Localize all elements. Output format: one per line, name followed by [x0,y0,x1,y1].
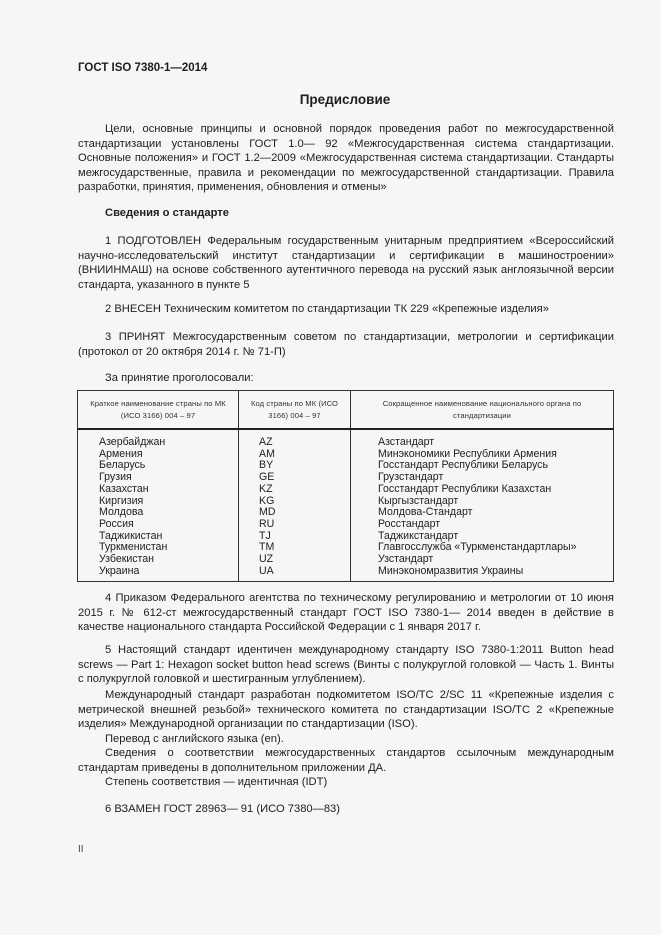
country-cell: Узбекистан [99,553,155,566]
body-cell: Главгосслужба «Туркменстандартлары» [378,541,577,554]
item-2-text: 2 ВНЕСЕН Техническим комитетом по стандартизации ТК 229 «Крепежные изделия» [105,303,549,315]
document-code: ГОСТ ISO 7380-1—2014 [78,62,208,74]
code-cell: AZ [259,436,273,448]
item-3-text: 3 ПРИНЯТ Межгосударственным советом по стандартизации, метрологии и сертификации (протокол от 20 октября 2014 г. № 71-П) [78,331,614,358]
item-2-paragraph [78,302,614,317]
country-cell: Туркменистан [99,541,168,554]
code-cell: KG [259,494,275,507]
body-cell: Росстандарт [378,517,441,530]
page-title: Предисловие [299,92,391,107]
votes-label-paragraph [78,371,614,386]
country-cell: Россия [99,517,134,530]
page-number: II [78,844,84,855]
body-cell: Узстандарт [378,553,434,566]
column-header-body: Сокращенное наименование национального органа по стандартизации [351,391,614,430]
code-cell: RU [259,517,275,530]
item-4-paragraph [78,591,614,635]
country-cell: Грузия [99,471,132,484]
code-cell: TJ [259,529,271,542]
country-cell: Украина [99,564,140,577]
country-cell: Армения [99,447,143,460]
item-5-sub1-text: Международный стандарт разработан подкомитетом ISO/TC 2/SC 11 «Крепежные изделия с метрической внешней резьбой» технического комитета по стандартизации ISO/TC 2 «Крепежные изделия» Международной организации по стандартизации (ISO). [78,689,614,731]
code-cell: UA [259,564,274,577]
body-cell: Молдова-Стандарт [378,506,473,519]
body-cell: Госстандарт Республики Беларусь [378,459,548,472]
code-cell: BY [259,459,274,472]
body-cell: Кыргызстандарт [378,494,459,507]
country-cell: Молдова [99,506,144,519]
intro-paragraph [78,122,614,195]
item-5-sub2-text: Перевод с английского языка (en). [105,733,284,745]
country-cell: Беларусь [99,459,146,472]
body-column [351,429,614,582]
item-5-sub1-paragraph [78,688,614,732]
item-1-paragraph [78,234,614,292]
body-cell: Минэкономики Республики Армения [378,447,557,460]
intro-text: Цели, основные принципы и основной порядок проведения работ по межгосударственной стандартизации установлены ГОСТ 1.0— 92 «Межгосударственная система стандартизации. Основные положения» и ГОСТ 1.2—2009 «Межгосударственная система стандартизации. Стандарты межгосударственные, правила и рекомендации по межгосударственной стандартизации. Правила разработки, принятия, применения, обновления и отмены» [78,123,614,194]
table-header-row [78,391,614,430]
body-cell: Минэкономразвития Украины [378,564,524,577]
code-cell: UZ [259,553,274,566]
country-cell: Таджикистан [99,529,163,542]
code-cell: AM [259,447,275,460]
country-cell: Казахстан [99,482,149,495]
body-cell: Грузстандарт [378,471,444,484]
item-3-paragraph [78,330,614,359]
item-5-sub4-text: Степень соответствия — идентичная (IDT) [105,776,328,788]
code-cell: KZ [259,482,273,495]
item-6-text: 6 ВЗАМЕН ГОСТ 28963— 91 (ИСО 7380—83) [105,803,341,815]
section-heading: Сведения о стандарте [105,207,229,219]
item-4-text: 4 Приказом Федерального агентства по техническому регулированию и метрологии от 10 июня 2015 г. № 612-ст межгосударственный стандарт ГОСТ ISO 7380-1— 2014 введен в действие в качестве национального стандарта Российской Федерации с 1 января 2017 г. [78,592,614,634]
body-cell: Госстандарт Республики Казахстан [378,482,552,495]
column-header-country: Краткое наименование страны по МК (ИСО 3166) 004 – 97 [78,391,239,430]
item-5-sub3-paragraph [78,746,614,775]
item-5-sub2-paragraph [78,732,614,747]
item-1-text: 1 ПОДГОТОВЛЕН Федеральным государственным унитарным предприятием «Всероссийский научно-исследовательский институт стандартизации и сертификации в машиностроении» (ВНИИНМАШ) на основе собственного аутентичного перевода на русский язык англоязычной версии стандарта, указанного в пункте 5 [78,235,614,291]
code-cell: MD [259,506,276,519]
country-cell: Азербайджан [99,436,166,448]
country-column [78,429,239,582]
item-5-text: 5 Настоящий стандарт идентичен международному стандарту ISO 7380-1:2011 Button head screws — Part 1: Hexagon socket button head screws (Винты с полукруглой головкой — Часть 1. Винты с полукруглой головкой и шестигранным углублением). [78,644,614,686]
code-column [239,429,351,582]
code-cell: GE [259,471,275,484]
table-body-row [78,429,614,582]
item-5-sub3-text: Сведения о соответствии межгосударственных стандартов ссылочным международным стандартам приведены в дополнительном приложении ДА. [78,747,614,774]
country-cell: Киргизия [99,494,144,507]
item-5-sub4-paragraph [78,775,614,790]
column-header-code: Код страны по МК (ИСО 3166) 004 – 97 [239,391,351,430]
body-cell: Таджикстандарт [378,529,459,542]
votes-label: За принятие проголосовали: [105,372,254,384]
item-6-paragraph [78,802,614,817]
body-cell: Азстандарт [378,436,435,448]
item-5-paragraph [78,643,614,687]
votes-table [77,390,614,582]
code-cell: TM [259,541,275,554]
